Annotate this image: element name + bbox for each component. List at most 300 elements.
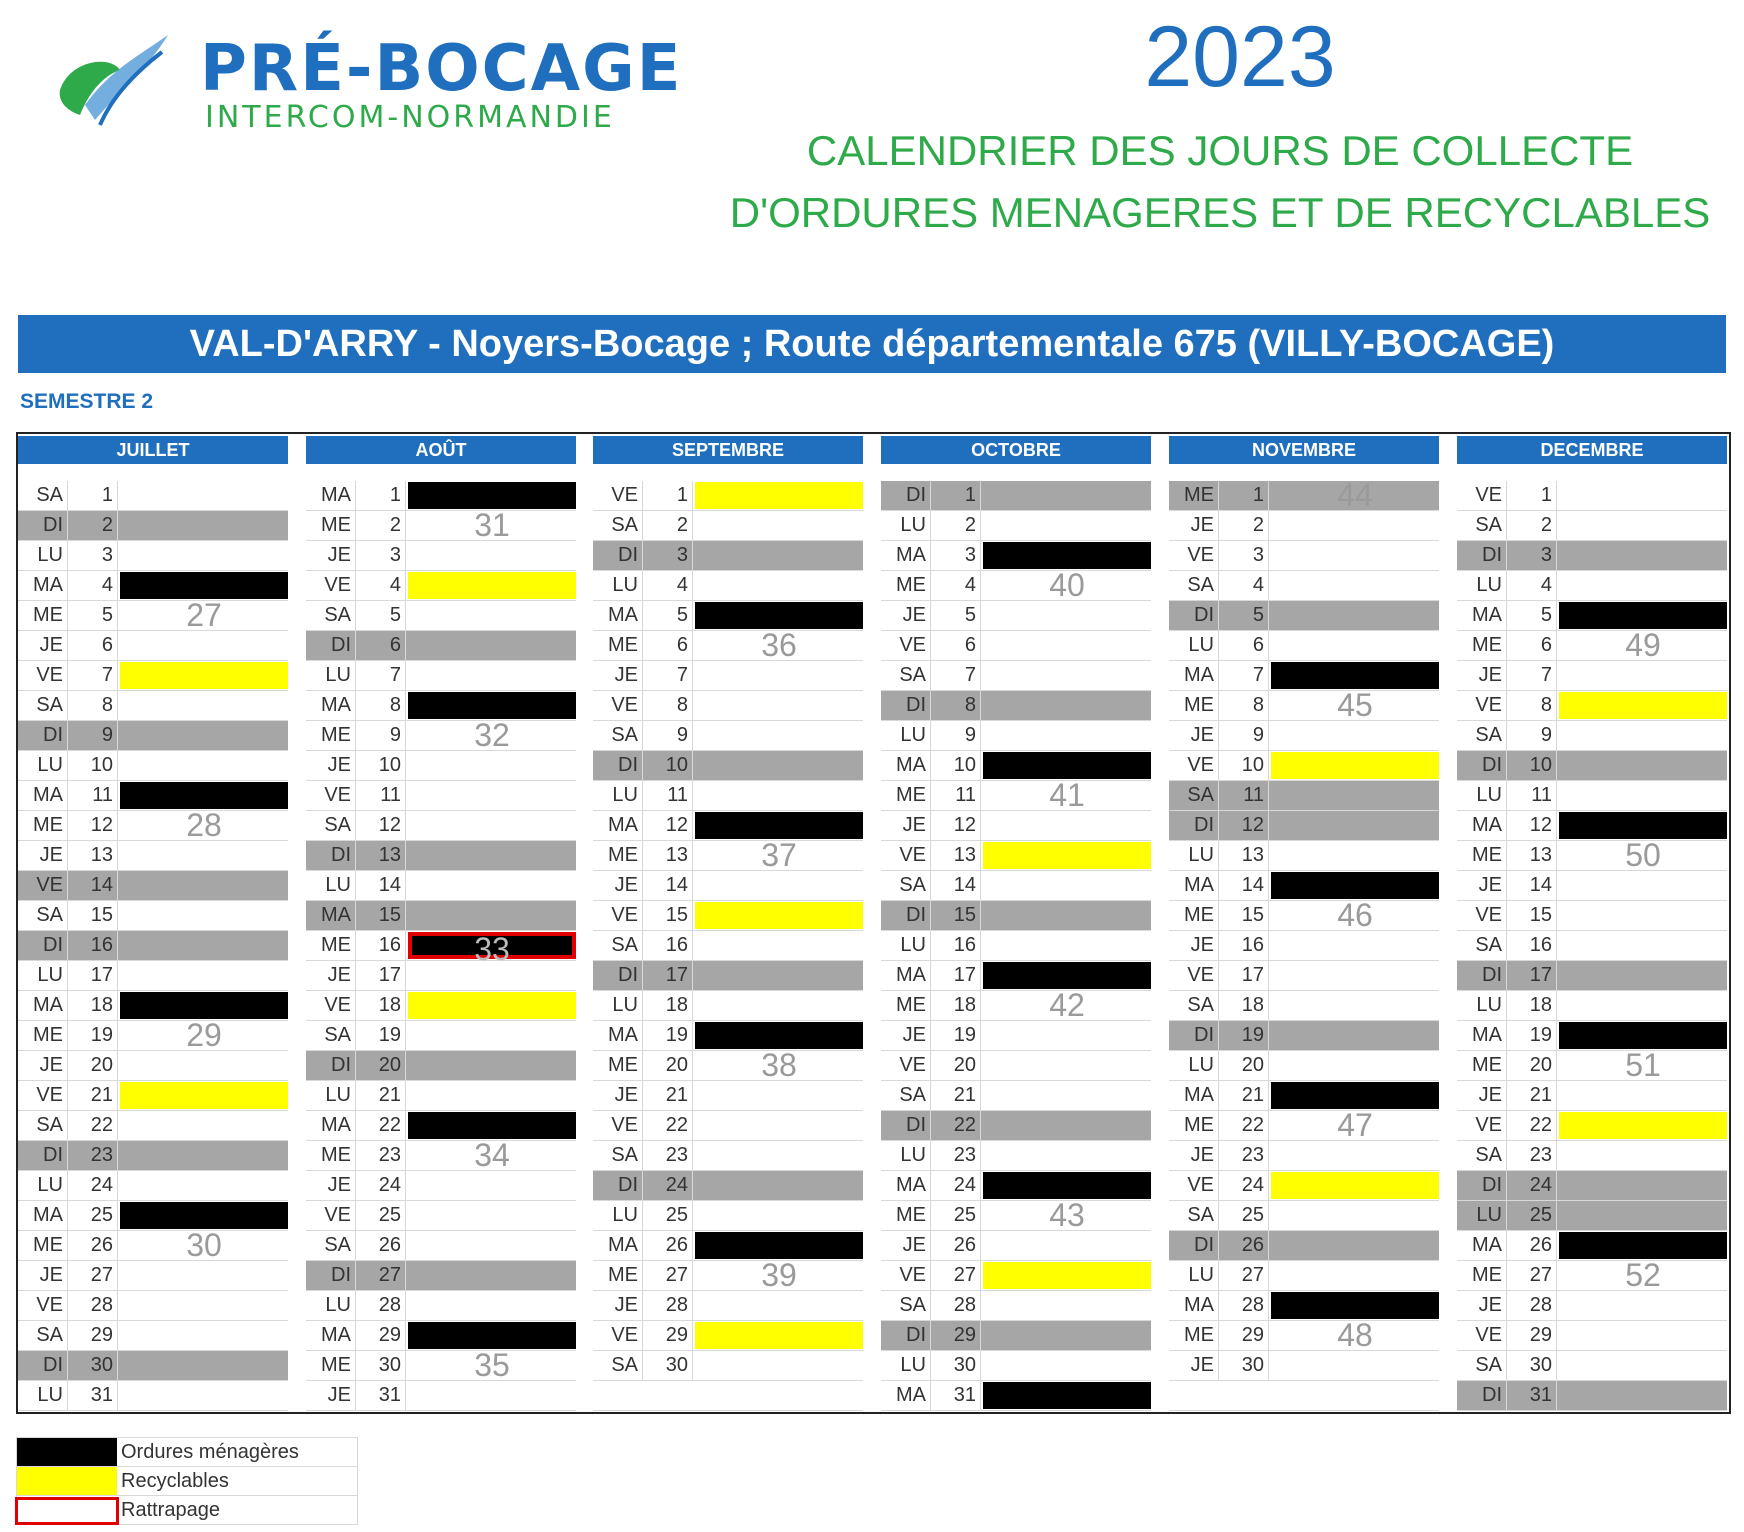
weekday-label: LU — [881, 1351, 931, 1380]
legend-label: Ordures ménagères — [121, 1441, 299, 1463]
collection-marker — [408, 662, 576, 689]
legend-label: Rattrapage — [121, 1499, 220, 1521]
day-number: 16 — [68, 931, 118, 960]
day-number: 29 — [68, 1321, 118, 1350]
day-row — [1169, 1351, 1439, 1381]
day-number: 14 — [68, 871, 118, 900]
collection-marker — [695, 872, 863, 899]
day-number: 4 — [931, 571, 981, 600]
day-row — [306, 1381, 576, 1411]
day-number: 20 — [643, 1051, 693, 1080]
weekday-label: SA — [1457, 721, 1507, 750]
month-column — [881, 434, 1151, 1412]
week-number: 52 — [1625, 1257, 1661, 1293]
collection-marker — [695, 837, 863, 873]
collection-marker — [1559, 1202, 1727, 1229]
weekday-label: VE — [306, 571, 356, 600]
weekday-label: DI — [593, 541, 643, 570]
day-row — [1169, 541, 1439, 571]
day-row — [1457, 541, 1727, 571]
subtitle-line-1: CALENDRIER DES JOURS DE COLLECTE — [806, 127, 1634, 174]
day-number: 10 — [68, 751, 118, 780]
day-row — [881, 961, 1151, 991]
collection-marker — [408, 812, 576, 839]
collection-marker — [1271, 842, 1439, 869]
weekday-label: DI — [18, 511, 68, 540]
day-number: 9 — [643, 721, 693, 750]
day-number: 13 — [1507, 841, 1557, 870]
weekday-label: JE — [593, 1081, 643, 1110]
week-number: 28 — [186, 807, 222, 843]
weekday-label: SA — [1457, 931, 1507, 960]
collection-marker — [120, 807, 288, 843]
day-number: 31 — [68, 1381, 118, 1410]
day-number: 1 — [356, 481, 406, 510]
weekday-label: VE — [881, 841, 931, 870]
collection-marker — [1271, 1022, 1439, 1049]
collection-marker — [120, 692, 288, 719]
weekday-label: ME — [306, 1351, 356, 1380]
ordures-marker — [983, 962, 1151, 989]
day-row — [881, 1291, 1151, 1321]
day-number: 3 — [68, 541, 118, 570]
weekday-label: MA — [1457, 811, 1507, 840]
day-row — [593, 871, 863, 901]
week-number: 39 — [761, 1257, 797, 1293]
recyclables-marker — [983, 842, 1151, 869]
collection-marker — [695, 692, 863, 719]
weekday-label: JE — [1169, 721, 1219, 750]
day-row — [306, 1081, 576, 1111]
weekday-label: LU — [306, 1291, 356, 1320]
day-row — [881, 1231, 1151, 1261]
weekday-label: MA — [593, 1231, 643, 1260]
weekday-label: LU — [1169, 1261, 1219, 1290]
collection-marker — [1559, 1082, 1727, 1109]
weekday-label: DI — [881, 691, 931, 720]
collection-marker — [120, 1017, 288, 1053]
weekday-label: DI — [1457, 751, 1507, 780]
day-number: 9 — [1507, 721, 1557, 750]
day-number: 19 — [931, 1021, 981, 1050]
day-row — [18, 781, 288, 811]
weekday-label: JE — [1457, 871, 1507, 900]
weekday-label: ME — [1169, 901, 1219, 930]
day-number: 24 — [643, 1171, 693, 1200]
recyclables-marker — [1559, 1112, 1727, 1139]
weekday-label: JE — [1457, 661, 1507, 690]
day-row — [593, 601, 863, 631]
collection-marker — [1559, 542, 1727, 569]
collection-marker — [408, 507, 576, 543]
day-row — [1457, 1231, 1727, 1261]
day-row — [18, 901, 288, 931]
collection-marker — [1271, 512, 1439, 539]
day-row — [1457, 481, 1727, 511]
day-list — [1457, 481, 1727, 1411]
day-number: 22 — [356, 1111, 406, 1140]
day-number: 13 — [68, 841, 118, 870]
weekday-label: VE — [881, 1261, 931, 1290]
collection-marker — [120, 1172, 288, 1199]
collection-marker — [408, 632, 576, 659]
weekday-label: SA — [1169, 571, 1219, 600]
day-number: 26 — [356, 1231, 406, 1260]
day-number: 6 — [356, 631, 406, 660]
brand-name: PRÉ-BOCAGE — [200, 32, 683, 106]
weekday-label: ME — [1457, 841, 1507, 870]
day-number: 3 — [931, 541, 981, 570]
day-row — [1457, 991, 1727, 1021]
collection-marker — [983, 902, 1151, 929]
collection-marker — [695, 572, 863, 599]
day-number: 2 — [931, 511, 981, 540]
day-row — [306, 1261, 576, 1291]
day-number: 15 — [68, 901, 118, 930]
ordures-marker — [695, 812, 863, 839]
collection-marker — [983, 692, 1151, 719]
day-number: 4 — [1507, 571, 1557, 600]
day-list — [881, 481, 1151, 1411]
week-number: 48 — [1337, 1317, 1373, 1353]
weekday-label: ME — [1457, 1261, 1507, 1290]
day-row — [18, 661, 288, 691]
day-number: 7 — [931, 661, 981, 690]
day-number: 23 — [1219, 1141, 1269, 1170]
recyclables-marker — [120, 1082, 288, 1109]
day-row — [881, 1171, 1151, 1201]
ordures-marker — [1559, 1232, 1727, 1259]
week-number: 31 — [474, 507, 510, 543]
collection-marker — [408, 1172, 576, 1199]
day-row — [1169, 781, 1439, 811]
weekday-label: SA — [593, 721, 643, 750]
day-number: 25 — [1507, 1201, 1557, 1230]
weekday-label: SA — [18, 1321, 68, 1350]
rattrapage-marker — [408, 931, 576, 967]
day-number: 28 — [356, 1291, 406, 1320]
day-number: 24 — [1219, 1171, 1269, 1200]
weekday-label: ME — [881, 571, 931, 600]
weekday-label: LU — [881, 1141, 931, 1170]
week-number: 41 — [1049, 777, 1085, 813]
weekday-label: VE — [306, 991, 356, 1020]
collection-marker — [1271, 932, 1439, 959]
day-row — [593, 1231, 863, 1261]
day-number: 15 — [356, 901, 406, 930]
day-row — [1457, 1321, 1727, 1351]
weekday-label: JE — [1169, 511, 1219, 540]
weekday-label: DI — [306, 631, 356, 660]
collection-marker — [408, 1382, 576, 1409]
day-row — [1169, 1141, 1439, 1171]
legend-row — [16, 1466, 358, 1496]
collection-marker — [120, 632, 288, 659]
day-number: 11 — [643, 781, 693, 810]
collection-marker — [408, 962, 576, 989]
weekday-label: JE — [881, 601, 931, 630]
day-list — [18, 481, 288, 1411]
collection-marker — [983, 1142, 1151, 1169]
legend-label: Recyclables — [121, 1470, 229, 1492]
day-row — [18, 691, 288, 721]
day-number: 10 — [643, 751, 693, 780]
ordures-marker — [983, 752, 1151, 779]
weekday-label: LU — [1457, 571, 1507, 600]
weekday-label: MA — [593, 1021, 643, 1050]
day-row — [881, 871, 1151, 901]
day-number: 16 — [931, 931, 981, 960]
day-number: 11 — [1219, 781, 1269, 810]
day-row — [18, 571, 288, 601]
weekday-label: MA — [306, 691, 356, 720]
weekday-label: LU — [881, 721, 931, 750]
day-number: 2 — [68, 511, 118, 540]
weekday-label: ME — [881, 991, 931, 1020]
day-number: 6 — [68, 631, 118, 660]
day-row — [18, 1111, 288, 1141]
day-row — [306, 481, 576, 511]
day-number: 20 — [68, 1051, 118, 1080]
weekday-label: LU — [306, 661, 356, 690]
weekday-label: JE — [593, 661, 643, 690]
month-header: OCTOBRE — [881, 436, 1151, 464]
day-number: 31 — [1507, 1381, 1557, 1410]
day-row — [1457, 571, 1727, 601]
collection-marker — [983, 722, 1151, 749]
collection-marker — [1559, 1142, 1727, 1169]
day-row — [306, 841, 576, 871]
day-number: 21 — [68, 1081, 118, 1110]
week-number: 46 — [1337, 897, 1373, 933]
collection-marker — [1559, 722, 1727, 749]
day-row — [593, 781, 863, 811]
day-row — [593, 627, 863, 663]
collection-marker — [120, 842, 288, 869]
collection-marker — [1271, 1142, 1439, 1169]
recyclables-marker — [695, 482, 863, 509]
day-row — [1169, 931, 1439, 961]
day-number: 1 — [1507, 481, 1557, 510]
day-number: 6 — [931, 631, 981, 660]
day-number: 26 — [931, 1231, 981, 1260]
collection-marker — [1559, 627, 1727, 663]
weekday-label: LU — [881, 511, 931, 540]
weekday-label: SA — [306, 1231, 356, 1260]
day-row — [18, 871, 288, 901]
weekday-label: MA — [881, 1381, 931, 1410]
day-number: 14 — [356, 871, 406, 900]
day-row — [306, 1111, 576, 1141]
weekday-label: VE — [1169, 1171, 1219, 1200]
day-number: 14 — [1507, 871, 1557, 900]
weekday-label: DI — [593, 1171, 643, 1200]
day-number: 3 — [356, 541, 406, 570]
weekday-label: ME — [881, 1201, 931, 1230]
day-number: 31 — [356, 1381, 406, 1410]
day-number: 25 — [356, 1201, 406, 1230]
day-number: 23 — [356, 1141, 406, 1170]
weekday-label: LU — [593, 1201, 643, 1230]
day-number: 14 — [643, 871, 693, 900]
weekday-label: DI — [1169, 1021, 1219, 1050]
ordures-marker — [408, 692, 576, 719]
day-number: 30 — [1219, 1351, 1269, 1380]
collection-marker — [120, 1227, 288, 1263]
day-number: 17 — [68, 961, 118, 990]
collection-marker — [1559, 1382, 1727, 1409]
weekday-label: MA — [1169, 871, 1219, 900]
day-number: 19 — [1507, 1021, 1557, 1050]
weekday-label: ME — [18, 1021, 68, 1050]
day-row — [881, 1321, 1151, 1351]
weekday-label: VE — [18, 1081, 68, 1110]
weekday-label: MA — [1169, 661, 1219, 690]
day-number: 8 — [643, 691, 693, 720]
day-number: 1 — [68, 481, 118, 510]
day-row — [1169, 631, 1439, 661]
collection-marker — [408, 872, 576, 899]
day-number: 30 — [68, 1351, 118, 1380]
day-row — [1457, 1201, 1727, 1231]
day-row — [18, 541, 288, 571]
recyclables-marker — [408, 572, 576, 599]
day-row — [1169, 1291, 1439, 1321]
weekday-label: SA — [1169, 781, 1219, 810]
collection-marker — [1271, 602, 1439, 629]
ordures-marker — [695, 602, 863, 629]
day-row — [593, 1021, 863, 1051]
weekday-label: DI — [18, 721, 68, 750]
collection-marker — [1559, 902, 1727, 929]
collection-marker — [983, 1232, 1151, 1259]
day-row — [881, 1351, 1151, 1381]
ordures-marker — [120, 1202, 288, 1229]
day-row — [18, 1291, 288, 1321]
collection-marker — [120, 872, 288, 899]
day-row — [881, 691, 1151, 721]
day-number: 24 — [931, 1171, 981, 1200]
weekday-label: DI — [881, 1111, 931, 1140]
day-number: 20 — [356, 1051, 406, 1080]
month-header: JUILLET — [18, 436, 288, 464]
collection-marker — [695, 627, 863, 663]
collection-marker — [695, 992, 863, 1019]
day-row — [1169, 477, 1439, 513]
day-number: 23 — [1507, 1141, 1557, 1170]
day-number: 16 — [1219, 931, 1269, 960]
day-row — [1169, 601, 1439, 631]
collection-marker — [120, 1262, 288, 1289]
collection-marker — [695, 542, 863, 569]
day-row — [881, 751, 1151, 781]
day-number: 2 — [1219, 511, 1269, 540]
day-row — [593, 1171, 863, 1201]
collection-marker — [983, 662, 1151, 689]
collection-marker — [1271, 897, 1439, 933]
day-row — [881, 661, 1151, 691]
day-number: 4 — [643, 571, 693, 600]
day-row — [1457, 1351, 1727, 1381]
weekday-label: JE — [881, 1021, 931, 1050]
collection-marker — [1559, 1352, 1727, 1379]
day-row — [593, 571, 863, 601]
day-number: 12 — [1507, 811, 1557, 840]
weekday-label: SA — [18, 901, 68, 930]
weekday-label: SA — [593, 1351, 643, 1380]
weekday-label: LU — [1457, 1201, 1507, 1230]
day-row — [306, 991, 576, 1021]
day-number: 17 — [931, 961, 981, 990]
day-number: 23 — [931, 1141, 981, 1170]
day-row — [1169, 1261, 1439, 1291]
weekday-label: ME — [881, 781, 931, 810]
weekday-label: DI — [1457, 961, 1507, 990]
collection-marker — [695, 962, 863, 989]
day-number: 25 — [643, 1201, 693, 1230]
day-number: 15 — [931, 901, 981, 930]
weekday-label: SA — [593, 931, 643, 960]
week-number: 29 — [186, 1017, 222, 1053]
day-number: 6 — [1219, 631, 1269, 660]
day-row — [593, 1111, 863, 1141]
week-number: 34 — [474, 1137, 510, 1173]
week-number: 38 — [761, 1047, 797, 1083]
ordures-marker — [1559, 602, 1727, 629]
collection-marker — [695, 1352, 863, 1379]
collection-marker — [695, 1257, 863, 1293]
weekday-label: LU — [1457, 991, 1507, 1020]
weekday-label: JE — [1457, 1081, 1507, 1110]
collection-marker — [983, 1022, 1151, 1049]
weekday-label: MA — [18, 991, 68, 1020]
collection-marker — [1559, 1172, 1727, 1199]
day-number: 15 — [1219, 901, 1269, 930]
collection-marker — [120, 1292, 288, 1319]
day-number: 18 — [931, 991, 981, 1020]
collection-marker — [408, 842, 576, 869]
collection-marker — [1271, 812, 1439, 839]
weekday-label: LU — [18, 751, 68, 780]
weekday-label: VE — [881, 631, 931, 660]
day-number: 6 — [643, 631, 693, 660]
collection-marker — [120, 902, 288, 929]
collection-marker — [1559, 572, 1727, 599]
day-row — [1457, 751, 1727, 781]
legend-swatch — [17, 1438, 117, 1466]
day-number: 5 — [643, 601, 693, 630]
day-number: 13 — [356, 841, 406, 870]
week-number: 45 — [1337, 687, 1373, 723]
weekday-label: DI — [306, 1261, 356, 1290]
collection-marker — [408, 782, 576, 809]
day-number: 18 — [643, 991, 693, 1020]
day-row — [881, 1111, 1151, 1141]
logo-leaf-icon — [50, 30, 180, 130]
collection-marker — [1559, 1047, 1727, 1083]
day-number: 14 — [931, 871, 981, 900]
day-row — [306, 691, 576, 721]
day-row — [593, 661, 863, 691]
weekday-label: MA — [306, 481, 356, 510]
week-number: 50 — [1625, 837, 1661, 873]
day-row — [1169, 721, 1439, 751]
day-list — [593, 481, 863, 1411]
day-row — [306, 1021, 576, 1051]
day-row — [18, 721, 288, 751]
day-row — [1457, 811, 1727, 841]
day-row — [593, 1291, 863, 1321]
